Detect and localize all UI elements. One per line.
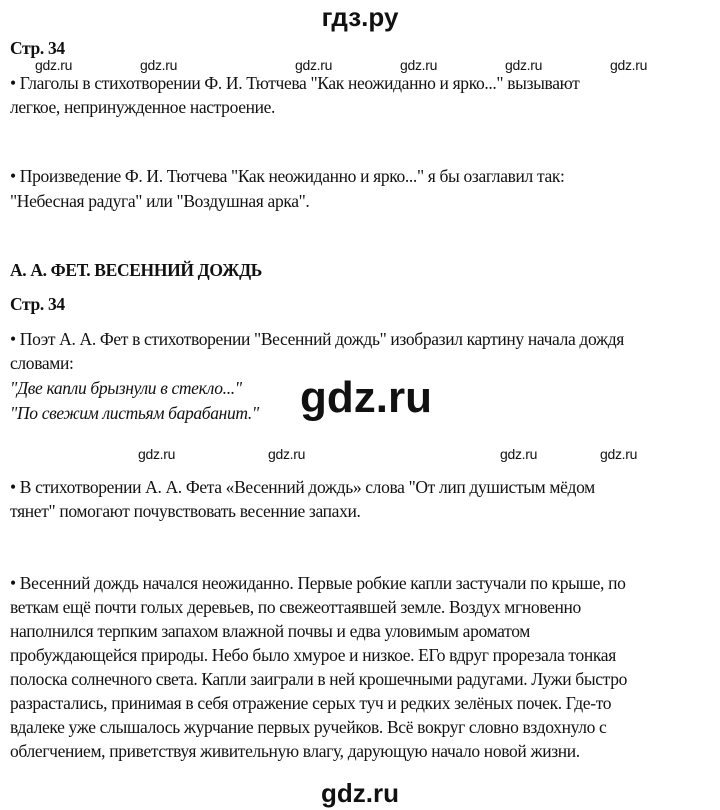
paragraph-line: словами:: [10, 353, 74, 373]
center-watermark: gdz.ru: [300, 373, 432, 422]
paragraph-line: легкое, непринужденное настроение.: [10, 97, 276, 117]
watermark: gdz.ru: [138, 446, 176, 462]
paragraph-line: вдалеке уже слышалось журчание первых ручейков. Всё вокруг словно вздохнуло с: [10, 717, 607, 737]
paragraph-line: • Произведение Ф. И. Тютчева "Как неожиданно и ярко..." я бы озаглавил так:: [10, 166, 565, 186]
watermark: gdz.ru: [610, 57, 648, 73]
watermark: gdz.ru: [400, 57, 438, 73]
watermark: gdz.ru: [140, 57, 178, 73]
paragraph-line: разрастались, принимая в себя отражение серых туч и редких зелёных почек. Где-то: [10, 693, 612, 713]
section-title: А. А. ФЕТ. ВЕСЕННИЙ ДОЖДЬ: [10, 260, 263, 280]
paragraph-line: • Глаголы в стихотворении Ф. И. Тютчева "Как неожиданно и ярко..." вызывают: [10, 73, 580, 93]
watermark: gdz.ru: [295, 57, 333, 73]
page-number: Стр. 34: [10, 38, 65, 58]
paragraph-line: "Небесная радуга" или "Воздушная арка".: [10, 191, 310, 211]
header-logo: гдз.ру: [321, 2, 399, 32]
page-number: Стр. 34: [10, 294, 65, 314]
paragraph-line: • Поэт А. А. Фет в стихотворении "Весенний дождь" изобразил картину начала дождя: [10, 329, 624, 349]
paragraph-line: • В стихотворении А. А. Фета «Весенний дождь» слова "От лип душистым мёдом: [10, 477, 595, 497]
watermark: gdz.ru: [600, 446, 638, 462]
paragraph-line: полоска солнечного света. Капли заиграли в ней крошечными радугами. Лужи быстро: [10, 669, 627, 689]
paragraph-line: • Весенний дождь начался неожиданно. Первые робкие капли застучали по крыше, по: [10, 573, 626, 593]
watermark: gdz.ru: [500, 446, 538, 462]
footer-logo: gdz.ru: [321, 778, 399, 808]
paragraph-line: веткам ещё почти голых деревьев, по свежеоттаявшей земле. Воздух мгновенно: [10, 597, 581, 617]
watermark: gdz.ru: [35, 57, 73, 73]
watermark: gdz.ru: [505, 57, 543, 73]
quote-line: "По свежим листьям барабанит.": [10, 403, 259, 423]
paragraph-line: облегчением, приветствуя живительную влагу, дарующую начало новой жизни.: [10, 741, 580, 761]
quote-line: "Две капли брызнули в стекло...": [10, 378, 242, 398]
paragraph-line: наполнился терпким запахом влажной почвы и едва уловимым ароматом: [10, 621, 530, 641]
paragraph-line: пробуждающейся природы. Небо было хмурое и низкое. ЕГо вдруг прорезала тонкая: [10, 645, 616, 665]
watermark: gdz.ru: [268, 446, 306, 462]
paragraph-line: тянет" помогают почувствовать весенние запахи.: [10, 501, 361, 521]
